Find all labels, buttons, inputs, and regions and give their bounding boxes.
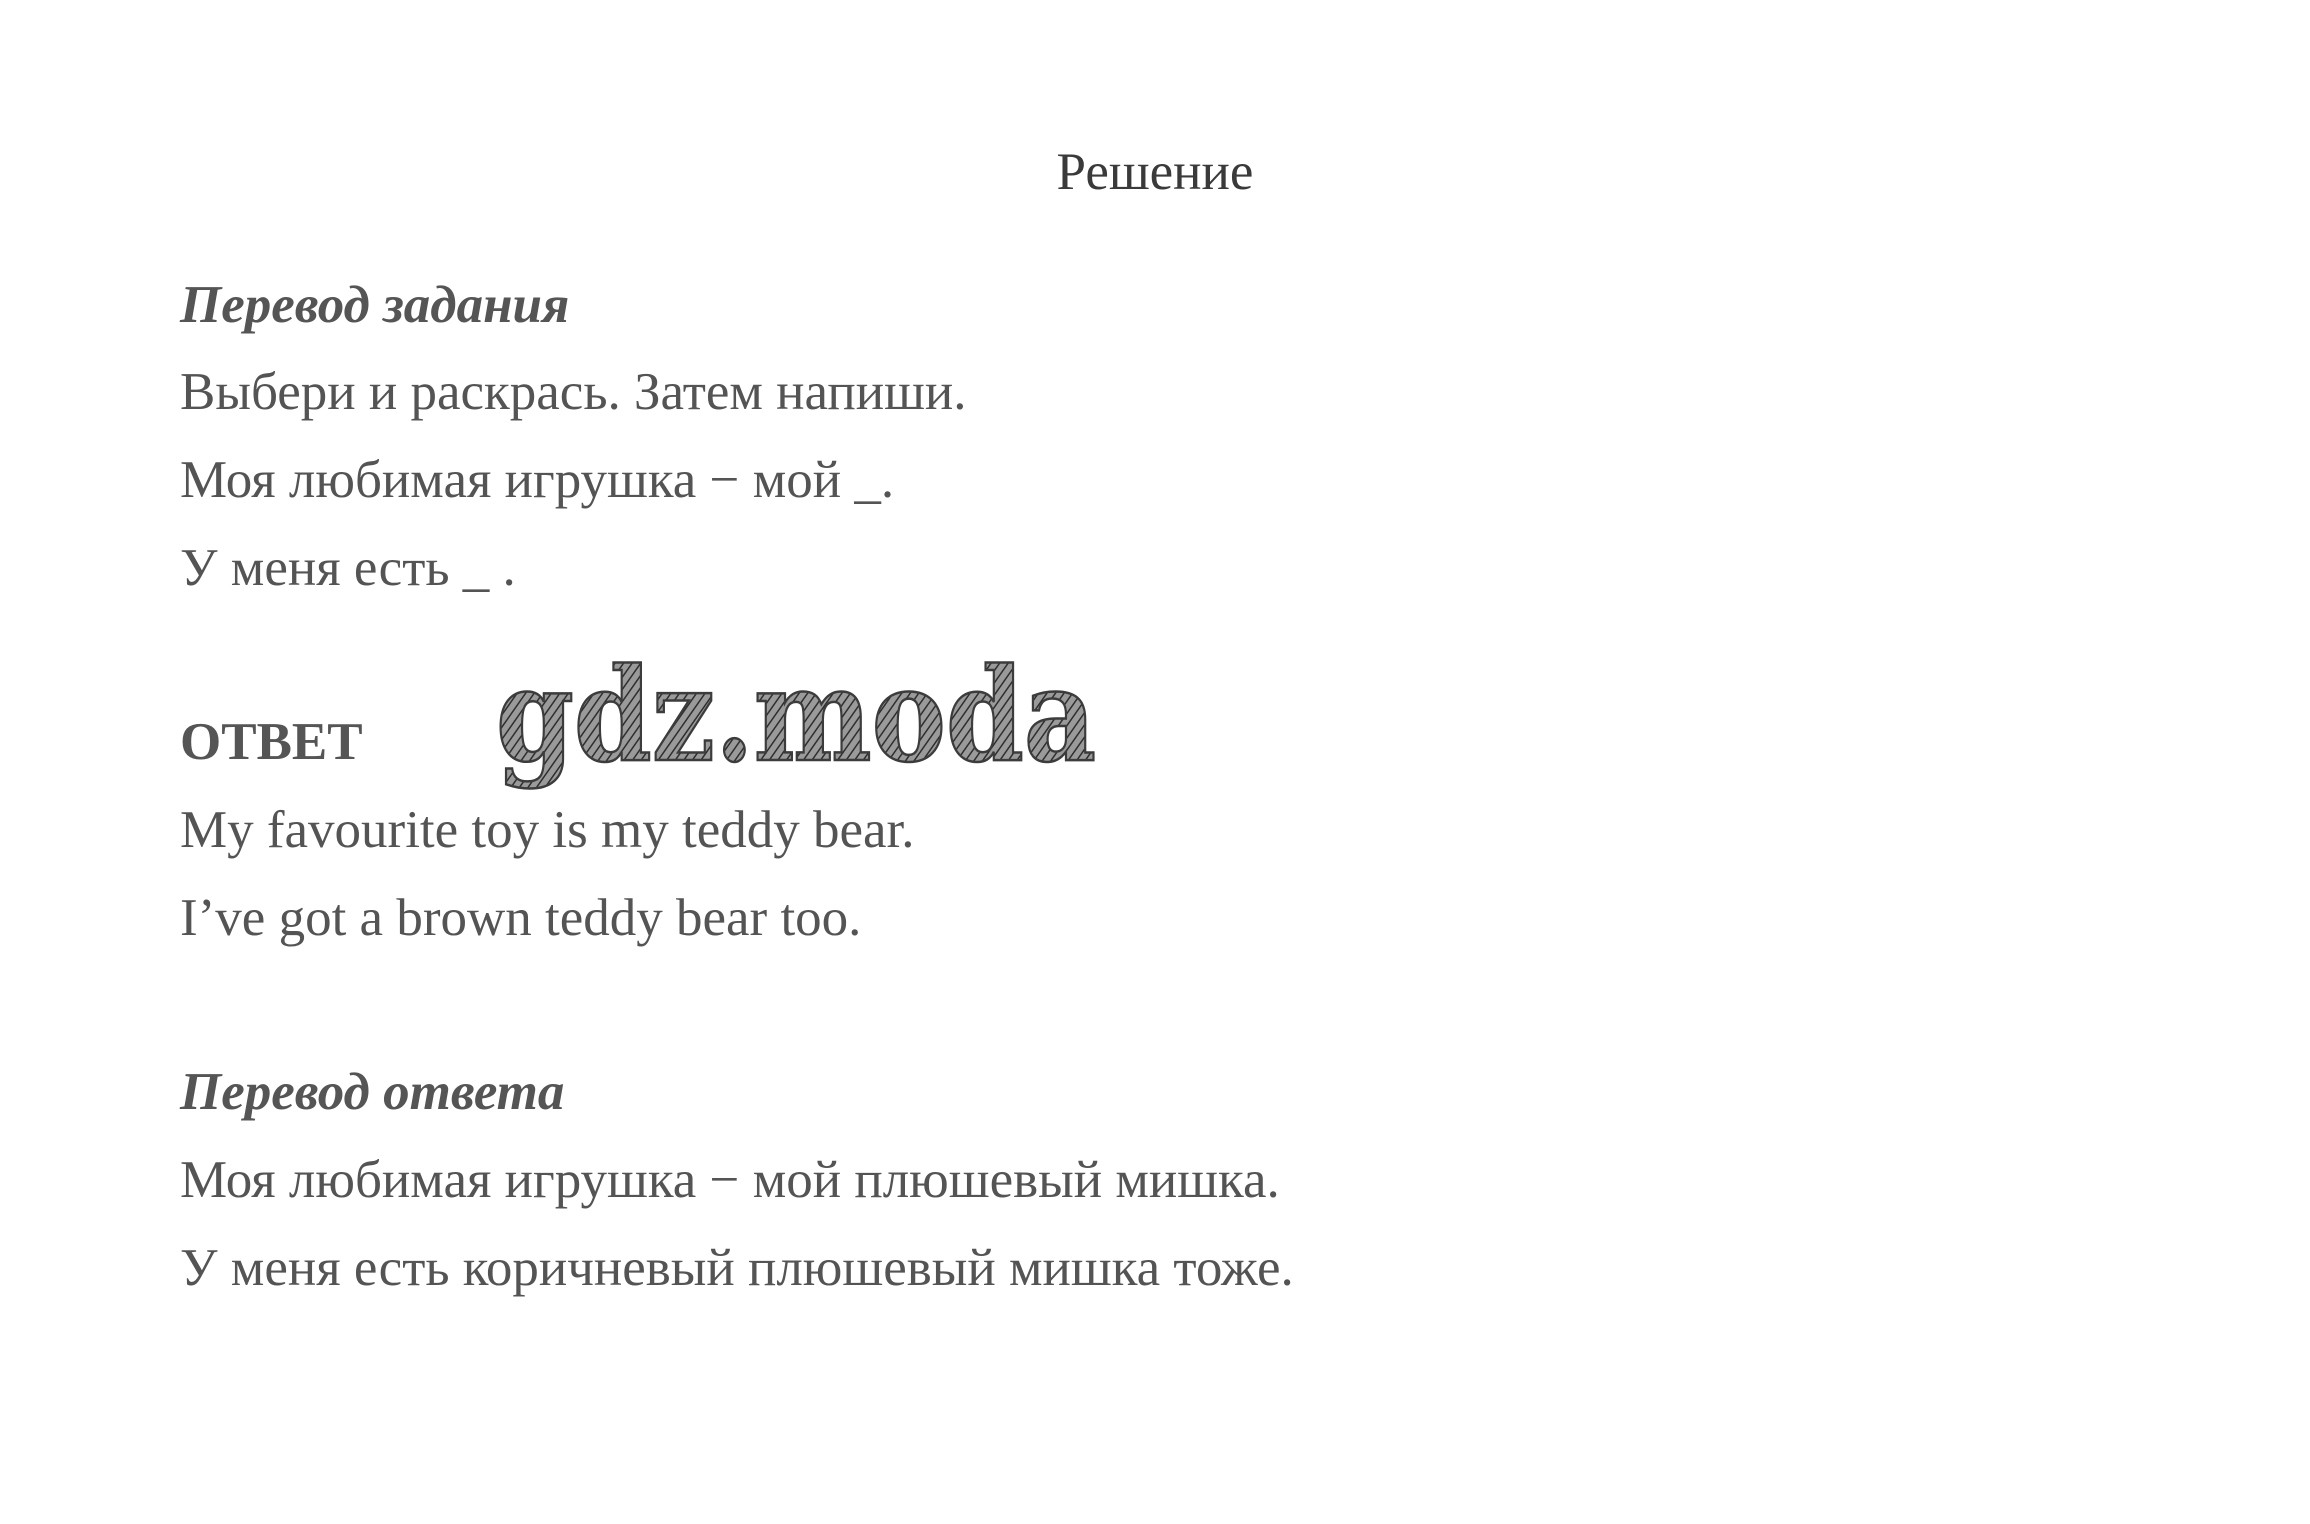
answer-line: I’ve got a brown teddy bear too. [180, 889, 862, 947]
answer-translation-heading: Перевод ответа [180, 1063, 565, 1121]
task-line: Моя любимая игрушка − мой _. [180, 451, 895, 509]
task-translation-heading: Перевод задания [180, 276, 570, 334]
answer-heading: ОТВЕТ [180, 713, 363, 771]
page-title: Решение [1056, 143, 1254, 201]
watermark-logo [488, 641, 1108, 808]
task-line: Выбери и раскрась. Затем напиши. [180, 363, 967, 421]
answer-line: My favourite toy is my teddy bear. [180, 801, 915, 859]
translation-line: Моя любимая игрушка − мой плюшевый мишка. [180, 1151, 1280, 1209]
svg-text:gdz.moda: gdz.moda [496, 641, 1096, 791]
task-line: У меня есть _ . [180, 539, 516, 597]
translation-line: У меня есть коричневый плюшевый мишка тоже. [180, 1239, 1294, 1297]
